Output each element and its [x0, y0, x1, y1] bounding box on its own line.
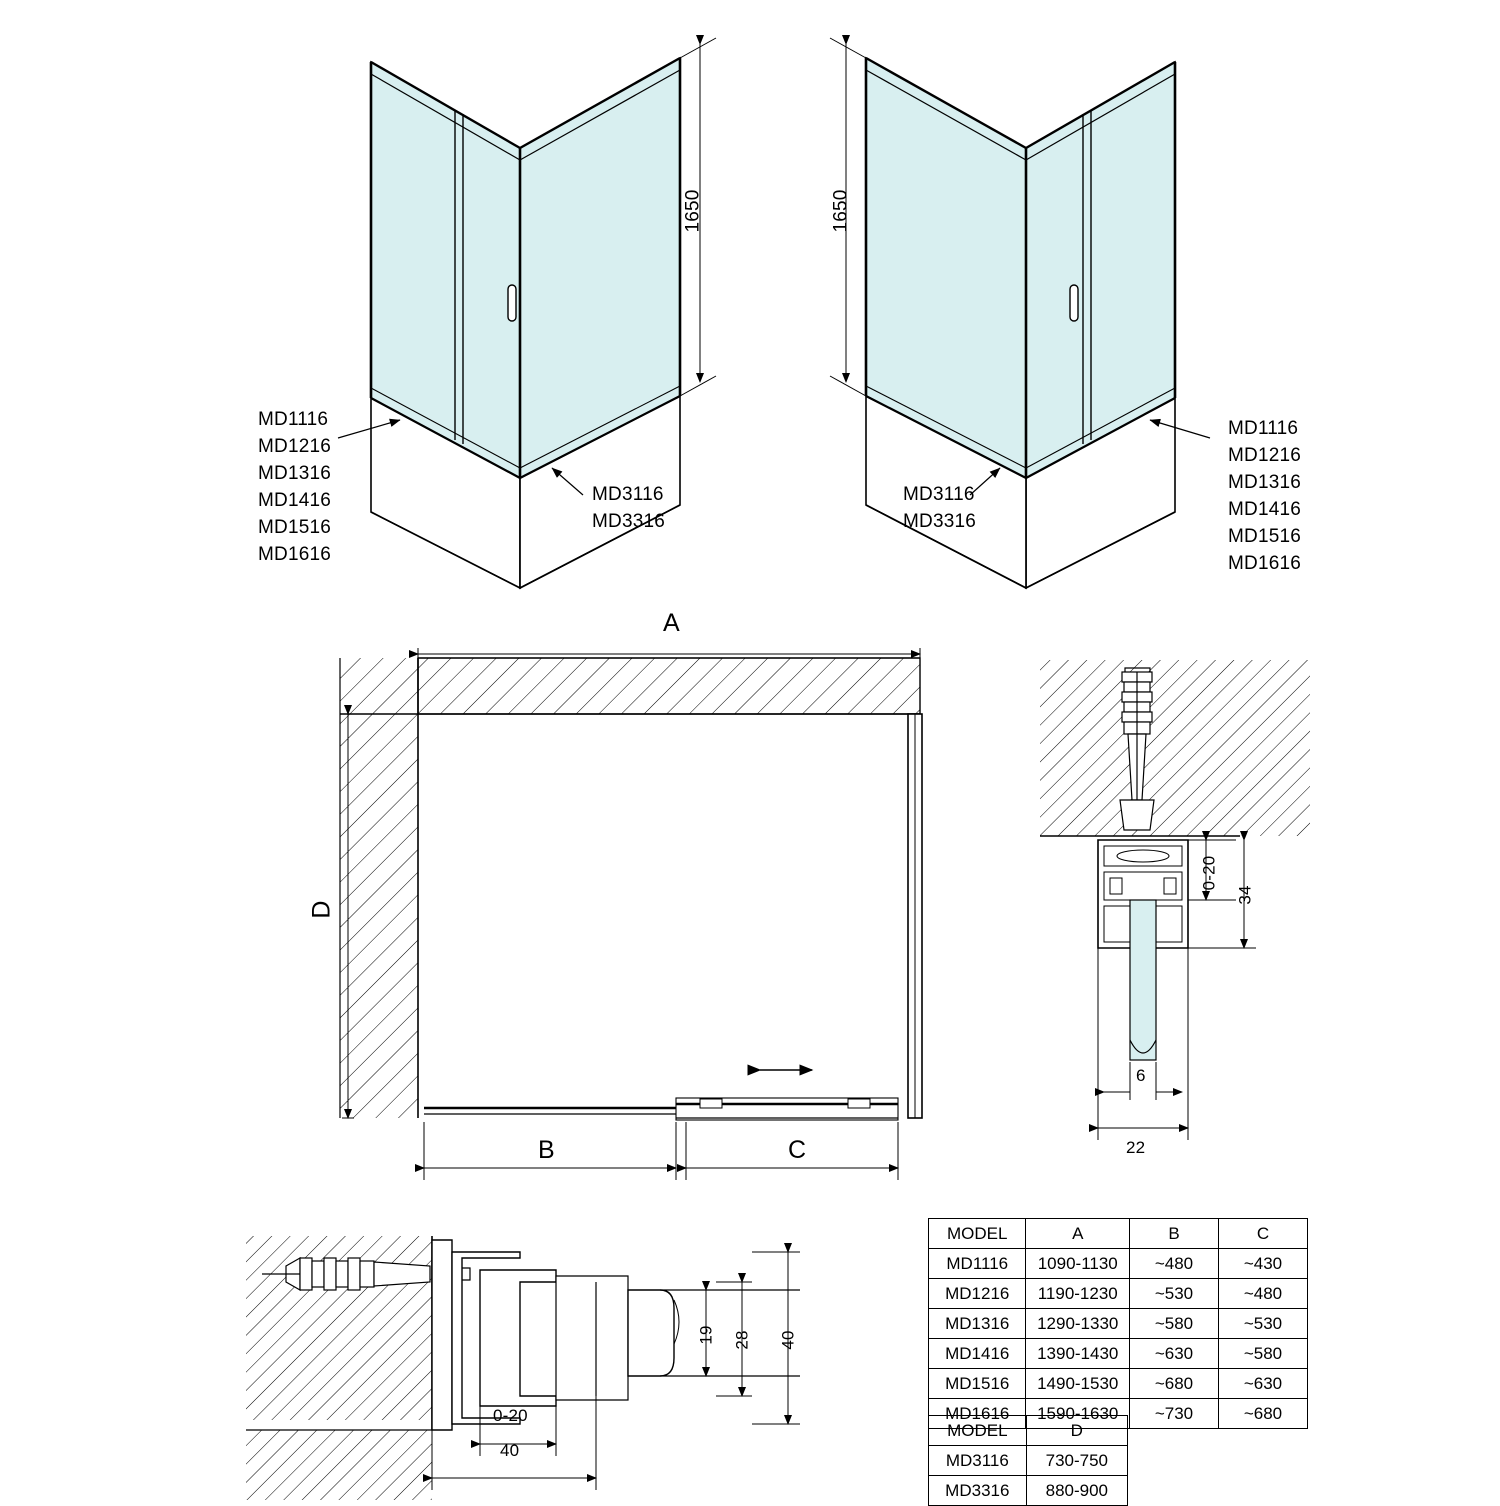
iso-right-side-model-2: MD3316 — [903, 511, 977, 532]
cell-c: ~680 — [1218, 1399, 1307, 1429]
th-d: D — [1026, 1416, 1127, 1446]
profile-section-view — [1040, 660, 1310, 1060]
cell-b: ~730 — [1130, 1399, 1219, 1429]
model-dimensions-table — [928, 1218, 1308, 1429]
cell-model: MD1216 — [929, 1279, 1026, 1309]
cell-a: 1390-1430 — [1026, 1339, 1130, 1369]
cell-model: MD3116 — [929, 1446, 1027, 1476]
iso-right-model-2: MD1216 — [1228, 445, 1302, 466]
cell-model: MD1416 — [929, 1339, 1026, 1369]
dim-depth-19: 19 — [696, 1325, 716, 1345]
iso-left-side-model-2: MD3316 — [592, 511, 666, 532]
cell-c: ~430 — [1218, 1249, 1307, 1279]
dim-depth-40: 40 — [778, 1330, 798, 1350]
iso-left-model-1: MD1116 — [258, 409, 329, 430]
plan-dimensions — [342, 648, 920, 1180]
dim-1650-right: 1650 — [830, 189, 852, 233]
iso-right-model-6: MD1616 — [1228, 553, 1302, 574]
table-row — [929, 1309, 1308, 1339]
dim-d-label: D — [307, 900, 336, 919]
table-row — [929, 1369, 1308, 1399]
dim-wall-width-40: 40 — [500, 1441, 520, 1460]
cell-a: 1290-1330 — [1026, 1309, 1130, 1339]
dim-profile-adjust: 0-20 — [1199, 855, 1219, 891]
th-model: MODEL — [929, 1219, 1026, 1249]
cell-b: ~630 — [1130, 1339, 1219, 1369]
cell-b: ~580 — [1130, 1309, 1219, 1339]
cell-c: ~580 — [1218, 1339, 1307, 1369]
cell-c: ~480 — [1218, 1279, 1307, 1309]
plan-view — [340, 658, 922, 1120]
dim-a-label: A — [663, 609, 680, 637]
iso-view-right — [866, 58, 1175, 588]
table-row — [929, 1249, 1308, 1279]
dim-depth-28: 28 — [732, 1330, 752, 1350]
wall-section-view — [246, 1236, 800, 1500]
iso-left-model-6: MD1616 — [258, 544, 332, 565]
dim-profile-width: 22 — [1126, 1138, 1146, 1157]
iso-right-model-5: MD1516 — [1228, 526, 1302, 547]
iso-right-model-3: MD1316 — [1228, 472, 1302, 493]
cell-model: MD1316 — [929, 1309, 1026, 1339]
iso-left-model-2: MD1216 — [258, 436, 332, 457]
side-panel-dimensions-table — [928, 1415, 1128, 1506]
table-row — [929, 1446, 1128, 1476]
iso-left-model-4: MD1416 — [258, 490, 332, 511]
table-row — [929, 1476, 1128, 1506]
iso-left-side-model-1: MD3116 — [592, 484, 664, 505]
cell-b: ~680 — [1130, 1369, 1219, 1399]
table-header-row — [929, 1219, 1308, 1249]
dim-wall-adjust: 0-20 — [493, 1406, 528, 1425]
iso-left-model-3: MD1316 — [258, 463, 332, 484]
cell-model: MD1116 — [929, 1249, 1026, 1279]
th-b: B — [1130, 1219, 1219, 1249]
th-model: MODEL — [929, 1416, 1027, 1446]
iso-right-model-4: MD1416 — [1228, 499, 1302, 520]
iso-right-side-model-1: MD3116 — [903, 484, 975, 505]
dim-b-label: B — [538, 1136, 555, 1164]
table-row — [929, 1339, 1308, 1369]
cell-d: 730-750 — [1026, 1446, 1127, 1476]
cell-d: 880-900 — [1026, 1476, 1127, 1506]
cell-model: MD1616 — [929, 1399, 1026, 1429]
cell-a: 1190-1230 — [1026, 1279, 1130, 1309]
cell-b: ~530 — [1130, 1279, 1219, 1309]
cell-a: 1090-1130 — [1026, 1249, 1130, 1279]
cell-model: MD1516 — [929, 1369, 1026, 1399]
cell-c: ~630 — [1218, 1369, 1307, 1399]
cell-b: ~480 — [1130, 1249, 1219, 1279]
iso-right-model-1: MD1116 — [1228, 418, 1299, 439]
dim-glass-thickness: 6 — [1136, 1066, 1146, 1085]
iso-left-model-5: MD1516 — [258, 517, 332, 538]
dim-c-label: C — [788, 1136, 807, 1164]
table-row — [929, 1279, 1308, 1309]
cell-a: 1590-1630 — [1026, 1399, 1130, 1429]
table-header-row — [929, 1416, 1128, 1446]
dim-profile-height: 34 — [1235, 885, 1255, 905]
cell-model: MD3316 — [929, 1476, 1027, 1506]
th-a: A — [1026, 1219, 1130, 1249]
dim-1650-left: 1650 — [682, 189, 704, 233]
th-c: C — [1218, 1219, 1307, 1249]
iso-view-left — [371, 58, 680, 588]
cell-a: 1490-1530 — [1026, 1369, 1130, 1399]
cell-c: ~530 — [1218, 1309, 1307, 1339]
